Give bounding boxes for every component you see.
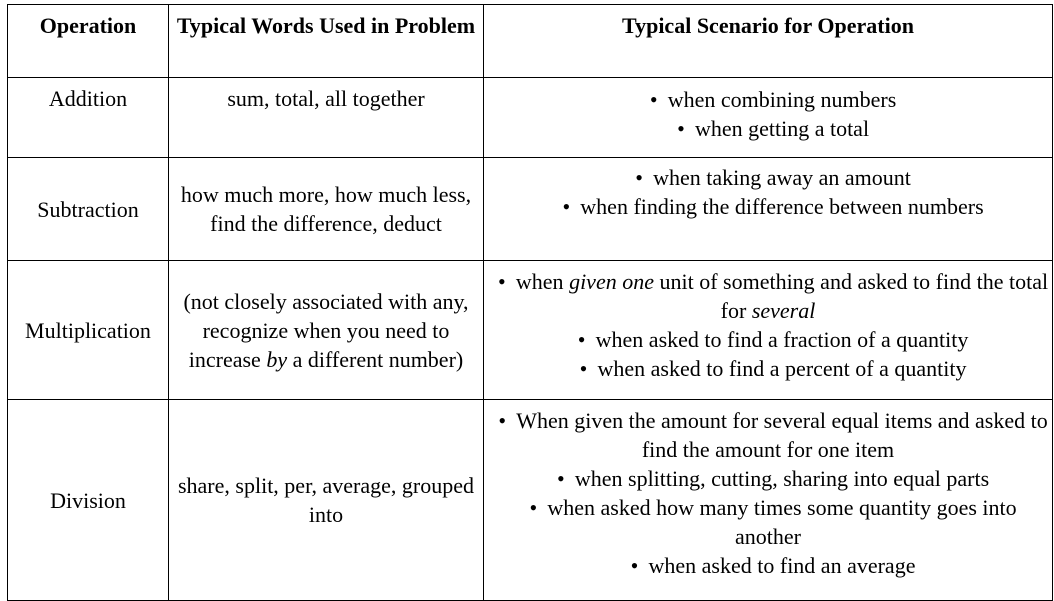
bullet-icon: •: [498, 269, 506, 294]
scenario-item: [486, 464, 1050, 493]
table-row-addition: [8, 78, 1053, 158]
operation-cell: Addition: [8, 78, 169, 158]
table-row-subtraction: [8, 158, 1053, 261]
scenario-text: when asked how many times some quantity goes into another: [547, 495, 1017, 549]
bullet-icon: •: [635, 165, 643, 190]
bullet-icon: •: [577, 327, 586, 352]
bullet-icon: •: [630, 553, 639, 578]
scenario-text: when asked to find a percent of a quantity: [597, 356, 967, 381]
scenario-item: [486, 406, 1050, 464]
scenario-list: [486, 85, 1050, 143]
words-text: (not closely associated with any, recognize when you need to increase: [183, 288, 469, 372]
scenario-item: [486, 267, 1050, 325]
words-cell: [169, 261, 484, 400]
scenario-cell: [484, 158, 1053, 261]
scenario-list: [486, 406, 1050, 580]
scenario-text: when taking away an amount: [653, 165, 911, 190]
scenario-item: [486, 493, 1050, 551]
scenario-cell: [484, 400, 1053, 601]
scenario-text: when asked to find a fraction of a quantity: [595, 327, 969, 352]
operation-cell: Subtraction: [8, 158, 169, 261]
scenario-emphasis: given one: [569, 269, 654, 294]
header-row: [8, 5, 1053, 78]
bullet-icon: •: [557, 466, 565, 491]
words-cell: how much more, how much less, find the difference, deduct: [169, 158, 484, 261]
bullet-icon: •: [529, 495, 538, 520]
header-typical-scenario: Typical Scenario for Operation: [484, 5, 1053, 78]
scenario-text: when splitting, cutting, sharing into equal parts: [574, 466, 990, 491]
bullet-icon: •: [562, 194, 571, 219]
scenario-text: when: [515, 269, 570, 294]
scenario-text: When given the amount for several equal items and asked to find the amount for one item: [516, 408, 1048, 462]
scenario-text: unit of something and asked to find the total for: [653, 269, 1049, 323]
scenario-text: when combining numbers: [667, 87, 897, 112]
header-typical-words: Typical Words Used in Problem: [169, 5, 484, 78]
words-cell: share, split, per, average, grouped into: [169, 400, 484, 601]
scenario-text: when asked to find an average: [648, 553, 916, 578]
scenario-cell: [484, 78, 1053, 158]
scenario-item: [486, 114, 1050, 143]
scenario-list: [486, 267, 1050, 383]
bullet-icon: •: [579, 356, 588, 381]
scenario-text: when finding the difference between numbers: [580, 194, 984, 219]
words-cell: sum, total, all together: [169, 78, 484, 158]
bullet-icon: •: [498, 408, 507, 433]
scenario-item: [486, 551, 1050, 580]
bullet-icon: •: [649, 87, 658, 112]
words-emphasis: by: [266, 346, 288, 372]
header-operation: Operation: [8, 5, 169, 78]
words-text: a different number): [287, 346, 464, 372]
scenario-cell: [484, 261, 1053, 400]
operations-table: [7, 4, 1053, 601]
scenario-list: [486, 163, 1050, 221]
bullet-icon: •: [677, 116, 685, 141]
scenario-emphasis: several: [751, 298, 816, 323]
scenario-item: [486, 192, 1050, 221]
scenario-item: [486, 163, 1050, 192]
table-row-division: [8, 400, 1053, 601]
scenario-item: [486, 325, 1050, 354]
operation-cell: Division: [8, 400, 169, 601]
operation-cell: Multiplication: [8, 261, 169, 400]
table-row-multiplication: [8, 261, 1053, 400]
scenario-item: [486, 85, 1050, 114]
scenario-text: when getting a total: [694, 116, 870, 141]
scenario-item: [486, 354, 1050, 383]
